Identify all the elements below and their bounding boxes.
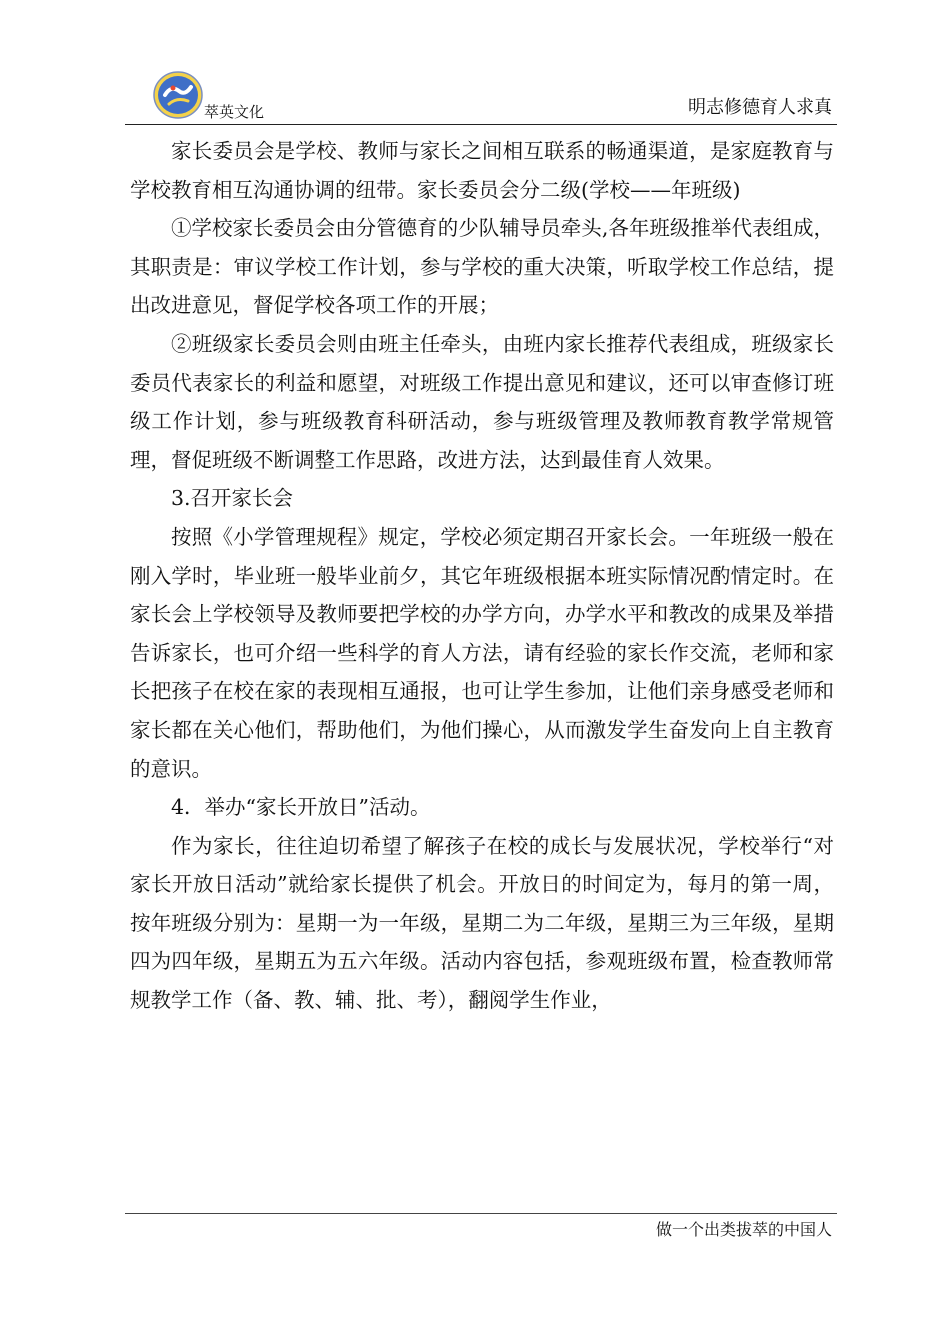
header-divider (125, 124, 837, 125)
header-motto: 明志修德育人求真 (688, 97, 832, 118)
section-heading: 4．举办“家长开放日”活动。 (171, 795, 431, 820)
paragraph: 作为家长，往往迫切希望了解孩子在校的成长与发展状况，学校举行“对家长开放日活动”就给家长提供了机会。开放日的时间定为，每月的第一周，按年班级分别为：星期一为一年级，星期二为二年级，星期三为三年级，星期四为四年级，星期五为五六年级。活动内容包括，参观班级布置，检查教师常规教学工作（备、教、辅、批、考），翻阅学生作业， (130, 833, 834, 1013)
brand-name: 萃英文化 (204, 103, 265, 121)
section-heading: 3.召开家长会 (171, 486, 294, 511)
footer-slogan: 做一个出类拔萃的中国人 (655, 1220, 832, 1239)
paragraph: 按照《小学管理规程》规定，学校必须定期召开家长会。一年班级一般在刚入学时，毕业班一般毕业前夕，其它年班级根据本班实际情况酌情定时。在家长会上学校领导及教师要把学校的办学方向，办学水平和教改的成果及举措告诉家长，也可介绍一些科学的育人方法，请有经验的家长作交流，老师和家长把孩子在校在家的表现相互通报，也可让学生参加，让他们亲身感受老师和家长都在关心他们，帮助他们，为他们操心，从而激发学生奋发向上自主教育的意识。 (130, 524, 834, 781)
footer-divider (125, 1213, 837, 1214)
paragraph: ②班级家长委员会则由班主任牵头，由班内家长推荐代表组成，班级家长委员代表家长的利益和愿望，对班级工作提出意见和建议，还可以审查修订班级工作计划，参与班级教育科研活动，参与班级管理及教师教育教学常规管理，督促班级不断调整工作思路，改进方法，达到最佳育人效果。 (130, 331, 834, 472)
document-body (130, 132, 834, 1020)
school-emblem-icon (152, 70, 204, 120)
paragraph: 家长委员会是学校、教师与家长之间相互联系的畅通渠道，是家庭教育与学校教育相互沟通协调的纽带。家长委员会分二级(学校——年班级) (130, 139, 834, 202)
paragraph: ①学校家长委员会由分管德育的少队辅导员牵头,各年班级推举代表组成，其职责是：审议学校工作计划，参与学校的重大决策，听取学校工作总结，提出改进意见，督促学校各项工作的开展； (130, 216, 834, 318)
